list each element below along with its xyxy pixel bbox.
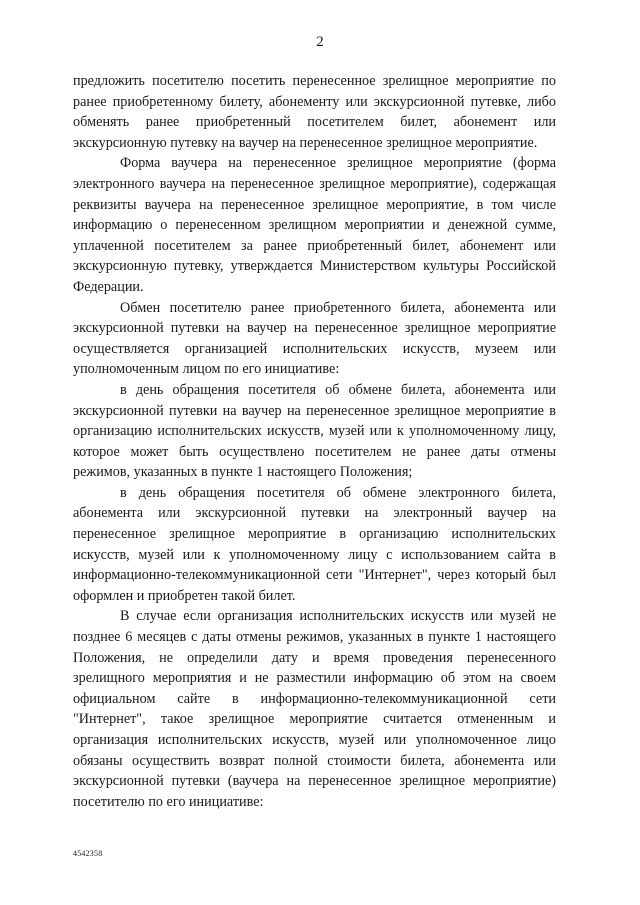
paragraph-exchange-procedure: Обмен посетителю ранее приобретенного билета, абонемента или экскурсионной путевки на ваучер на перенесенное зрелищное мероприятие осуществляется организацией исполнительских искусств, музеем или уполномоченным лицом по его инициативе: <box>73 299 556 378</box>
paragraph-continuation: предложить посетителю посетить перенесенное зрелищное мероприятие по ранее приобретенному билету, абонементу или экскурсионной путевке, либо обменять ранее приобретенный посетителем билет, абонемент или экскурсионную путевку на ваучер на перенесенное зрелищное мероприятие. <box>73 73 556 151</box>
document-body <box>73 71 556 812</box>
paragraph-exchange-electronic: в день обращения посетителя об обмене электронного билета, абонемента или экскурсионной путевки на электронный ваучер на перенесенное зрелищное мероприятие в организацию исполнительских искусств, музей или к уполномоченному лицу с использованием сайта в информационно-телекоммуникационной сети "Интернет", через который был оформлен и приобретен такой билет. <box>73 484 556 604</box>
page-number: 2 <box>316 34 324 50</box>
paragraph-refund-condition: В случае если организация исполнительских искусств или музей не позднее 6 месяцев с даты отмены режимов, указанных в пункте 1 настоящего Положения, не определили дату и время проведения перенесенного зрелищного мероприятия и не разместили информацию об этом на своем официальном сайте в информационно-телекоммуникационной сети "Интернет", такое зрелищное мероприятие считается отмененным и организация исполнительских искусств, музей или уполномоченное лицо обязаны осуществить возврат полной стоимости билета, абонемента или экскурсионной путевки (ваучера на перенесенное зрелищное мероприятие) посетителю по его инициативе: <box>73 608 556 810</box>
paragraph-voucher-form: Форма ваучера на перенесенное зрелищное мероприятие (форма электронного ваучера на перенесенное зрелищное мероприятие), содержащая реквизиты ваучера на перенесенное зрелищное мероприятие, в том числе информацию о перенесенном зрелищном мероприятии и денежной сумме, уплаченной посетителем за ранее приобретенный билет, абонемент или экскурсионную путевку, утверждается Министерством культуры Российской Федерации. <box>73 155 556 295</box>
document-id: 4542358 <box>73 849 103 858</box>
paragraph-exchange-in-person: в день обращения посетителя об обмене билета, абонемента или экскурсионной путевки на ваучер на перенесенное зрелищное мероприятие в организацию исполнительских искусств, музей или к уполномоченному лицу, которое может быть осуществлено посетителем не ранее даты отмены режимов, указанных в пункте 1 настоящего Положения; <box>73 381 556 481</box>
